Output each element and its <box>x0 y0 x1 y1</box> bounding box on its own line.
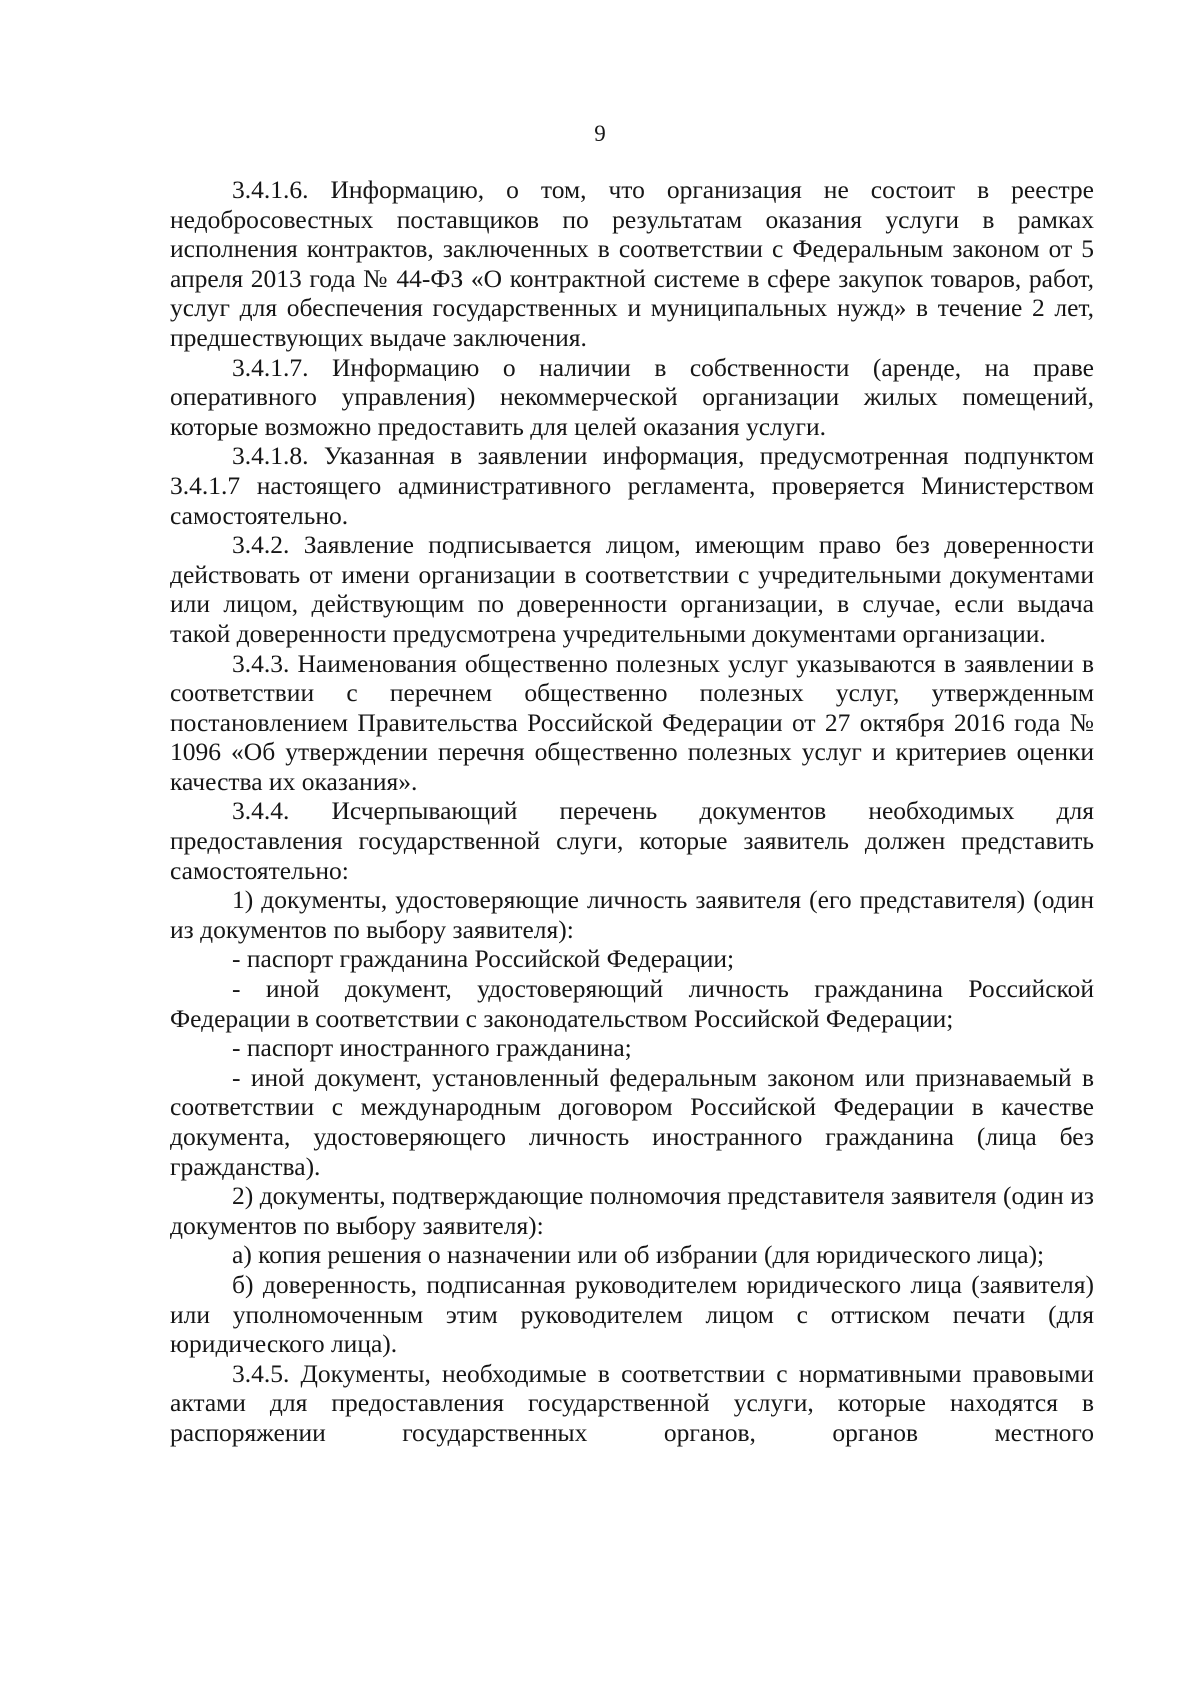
paragraph-3-4-4: 3.4.4. Исчерпывающий перечень документов необходимых для предоставления государственной слуги, которые заявитель должен представить самостоятельно: <box>170 796 1094 885</box>
list-item-foreign-passport: - паспорт иностранного гражданина; <box>232 1033 632 1063</box>
list-item-other-document-foreign: - иной документ, установленный федеральным законом или признаваемый в соответствии с международным договором Российской Федерации в качестве документа, удостоверяющего личность иностранного гражданина (лица без гражданства). <box>170 1062 1094 1181</box>
page-number: 9 <box>594 121 606 146</box>
list-item-other-document-rf: - иной документ, удостоверяющий личность гражданина Российской Федерации в соответствии с законодательством Российской Федерации; <box>170 974 1094 1033</box>
paragraph-3-4-2: 3.4.2. Заявление подписывается лицом, имеющим право без доверенности действовать от имени организации в соответствии с учредительными документами или лицом, действующим по доверенности организации, в случае, если выдача такой доверенности предусмотрена учредительными документами организации. <box>170 530 1094 648</box>
document-body <box>170 175 1094 1448</box>
paragraph-3-4-3: 3.4.3. Наименования общественно полезных услуг указываются в заявлении в соответствии с перечнем общественно полезных услуг, утвержденным постановлением Правительства Российской Федерации от 27 октября 2016 года № 1096 «Об утверждении перечня общественно полезных услуг и критериев оценки качества их оказания». <box>170 648 1094 796</box>
paragraph-3-4-1-6: 3.4.1.6. Информацию, о том, что организация не состоит в реестре недобросовестных поставщиков по результатам оказания услуги в рамках исполнения контрактов, заключенных в соответствии с Федеральным законом от 5 апреля 2013 года № 44-ФЗ «О контрактной системе в сфере закупок товаров, работ, услуг для обеспечения государственных и муниципальных нужд» в течение 2 лет, предшествующих выдаче заключения. <box>170 175 1094 352</box>
list-item-identity-documents: 1) документы, удостоверяющие личность заявителя (его представителя) (один из документов по выбору заявителя): <box>170 885 1094 944</box>
paragraph-3-4-1-7: 3.4.1.7. Информацию о наличии в собственности (аренде, на праве оперативного управления) некоммерческой организации жилых помещений, которые возможно предоставить для целей оказания услуги. <box>170 352 1094 441</box>
paragraph-3-4-5: 3.4.5. Документы, необходимые в соответствии с нормативными правовыми актами для предоставления государственной услуги, которые находятся в распоряжении государственных органов, органов местного <box>170 1358 1094 1447</box>
list-item-passport-rf: - паспорт гражданина Российской Федерации; <box>232 944 735 974</box>
list-item-decision-copy: а) копия решения о назначении или об избрании (для юридического лица); <box>232 1240 1045 1270</box>
list-item-power-of-attorney: б) доверенность, подписанная руководителем юридического лица (заявителя) или уполномоченным этим руководителем лицом с оттиском печати (для юридического лица). <box>170 1269 1094 1359</box>
list-item-authority-documents: 2) документы, подтверждающие полномочия представителя заявителя (один из документов по выбору заявителя): <box>170 1181 1094 1240</box>
paragraph-3-4-1-8: 3.4.1.8. Указанная в заявлении информация, предусмотренная подпунктом 3.4.1.7 настоящего административного регламента, проверяется Министерством самостоятельно. <box>170 441 1094 530</box>
